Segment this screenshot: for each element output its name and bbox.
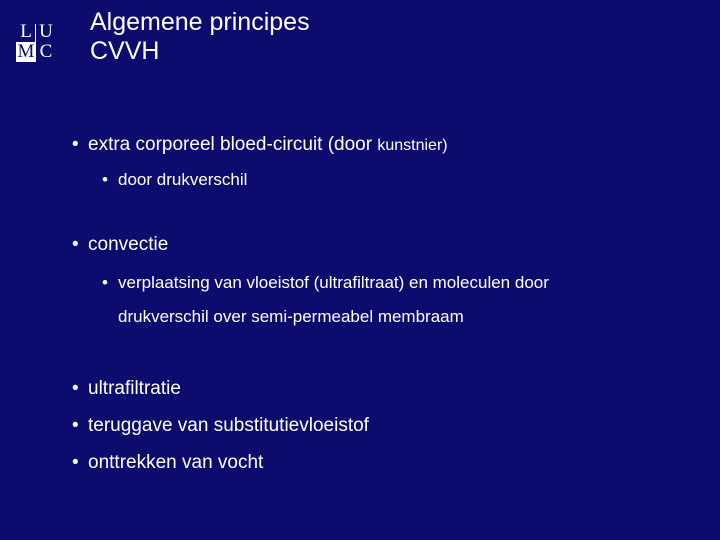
subbullet-verplaatsing bbox=[102, 273, 549, 293]
logo-letter-m: M bbox=[17, 41, 35, 62]
bullet-ultrafiltratie bbox=[72, 378, 181, 400]
bullet-text: convectie bbox=[88, 234, 169, 255]
logo-letter-c: C bbox=[39, 41, 53, 62]
bullet-teruggave bbox=[72, 415, 369, 437]
slide-title bbox=[90, 8, 310, 66]
bullet-text-line1: verplaatsing van vloeistof (ultrafiltraat) en moleculen door bbox=[118, 273, 549, 292]
slide-title-line1: Algemene principes bbox=[90, 8, 310, 36]
lumc-logo bbox=[16, 22, 56, 62]
bullet-extra-corporeel bbox=[72, 134, 448, 156]
bullet-text: extra corporeel bloed-circuit (door bbox=[88, 134, 378, 155]
bullet-text: onttrekken van vocht bbox=[88, 452, 264, 473]
subbullet-verplaatsing-continuation: drukverschil over semi-permeabel membraam bbox=[118, 307, 464, 326]
bullet-dot: • bbox=[72, 415, 79, 436]
bullet-dot: • bbox=[102, 273, 108, 292]
slide-title-line2: CVVH bbox=[90, 37, 160, 65]
bullet-dot: • bbox=[72, 452, 79, 473]
bullet-dot: • bbox=[72, 378, 79, 399]
bullet-text-small: kunstnier) bbox=[377, 137, 448, 154]
bullet-dot: • bbox=[72, 134, 79, 155]
bullet-onttrekken bbox=[72, 452, 263, 474]
logo-divider bbox=[35, 24, 36, 60]
bullet-text: ultrafiltratie bbox=[88, 378, 181, 399]
logo-letter-l: L bbox=[20, 21, 32, 42]
logo-letter-u: U bbox=[39, 21, 53, 42]
bullet-convectie bbox=[72, 234, 168, 256]
bullet-dot: • bbox=[72, 234, 79, 255]
subbullet-drukverschil bbox=[102, 170, 247, 190]
bullet-text: teruggave van substitutievloeistof bbox=[88, 415, 369, 436]
bullet-dot: • bbox=[102, 170, 108, 189]
bullet-text: door drukverschil bbox=[118, 170, 248, 189]
